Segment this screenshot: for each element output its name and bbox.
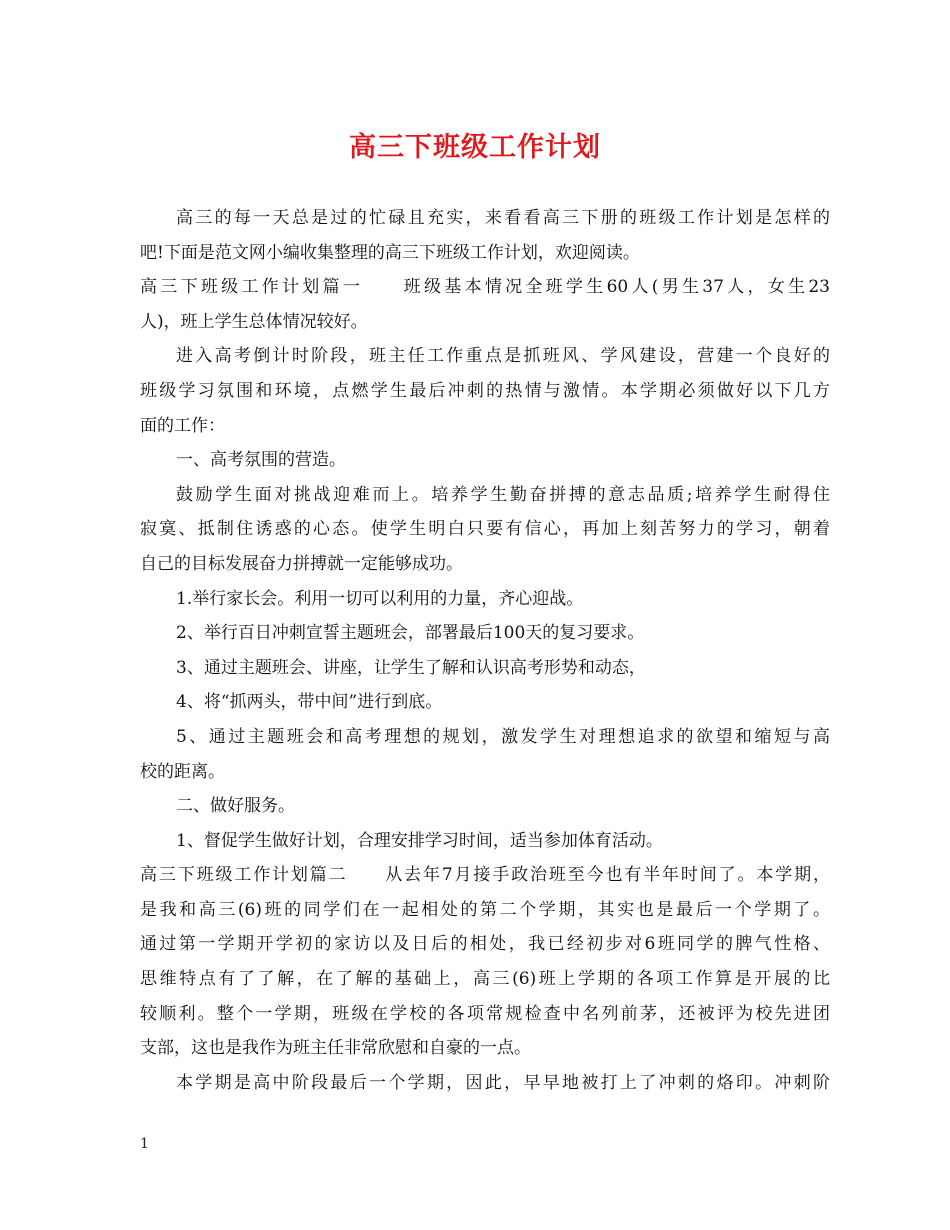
text-line: 较顺利。整个一学期，班级在学校的各项常规检查中名列前茅，还被评为校先进团 — [140, 1003, 830, 1024]
text-line: 鼓励学生面对挑战迎难而上。培养学生勤奋拼搏的意志品质;培养学生耐得住 — [176, 484, 830, 505]
page-number: 1 — [140, 1136, 149, 1152]
text-line: 5、通过主题班会和高考理想的规划，激发学生对理想追求的欲望和缩短与高 — [176, 726, 830, 747]
text-line: 1、督促学生做好计划，合理安排学习时间，适当参加体育活动。 — [176, 830, 663, 851]
text-line: 高三下班级工作计划篇二 从去年7月接手政治班至今也有半年时间了。本学期， — [140, 865, 830, 886]
text-line: 二、做好服务。 — [176, 796, 295, 817]
text-line: 人)，班上学生总体情况较好。 — [140, 311, 368, 332]
text-line: 通过第一学期开学初的家访以及日后的相处，我已经初步对6班同学的脾气性格、 — [140, 934, 830, 955]
text-line: 高三的每一天总是过的忙碌且充实，来看看高三下册的班级工作计划是怎样的 — [176, 208, 830, 228]
text-line: 是我和高三(6)班的同学们在一起相处的第二个学期，其实也是最后一个学期了。 — [140, 899, 830, 920]
document-title: 高三下班级工作计划 — [349, 132, 601, 163]
text-line: 2、举行百日冲刺宣誓主题班会，部署最后100天的复习要求。 — [176, 623, 645, 644]
text-line: 校的距离。 — [140, 761, 225, 782]
text-line: 一、高考氛围的营造。 — [176, 450, 346, 471]
text-line: 思维特点有了了解，在了解的基础上，高三(6)班上学期的各项工作算是开展的比 — [140, 969, 830, 990]
text-line: 3、通过主题班会、讲座，让学生了解和认识高考形势和动态， — [176, 657, 646, 678]
text-line: 1.举行家长会。利用一切可以利用的力量，齐心迎战。 — [176, 588, 584, 609]
text-line: 支部，这也是我作为班主任非常欣慰和自豪的一点。 — [140, 1038, 531, 1059]
text-line: 寂寞、抵制住诱惑的心态。使学生明白只要有信心，再加上刻苦努力的学习，朝着 — [140, 519, 830, 540]
document-body — [140, 201, 830, 1100]
text-line: 4、将“抓两头，带中间”进行到底。 — [176, 692, 443, 713]
text-line: 高三下班级工作计划篇一 班级基本情况全班学生60人(男生37人，女生23 — [140, 277, 830, 298]
text-line: 班级学习氛围和环境，点燃学生最后冲刺的热情与激情。本学期必须做好以下几方 — [140, 380, 830, 401]
text-line: 自己的目标发展奋力拼搏就一定能够成功。 — [140, 553, 463, 574]
text-line: 吧!下面是范文网小编收集整理的高三下班级工作计划，欢迎阅读。 — [140, 242, 640, 263]
text-line: 进入高考倒计时阶段，班主任工作重点是抓班风、学风建设，营建一个良好的 — [176, 346, 830, 367]
text-line: 面的工作： — [140, 415, 225, 436]
text-line: 本学期是高中阶段最后一个学期，因此，早早地被打上了冲刺的烙印。冲刺阶 — [176, 1072, 830, 1093]
